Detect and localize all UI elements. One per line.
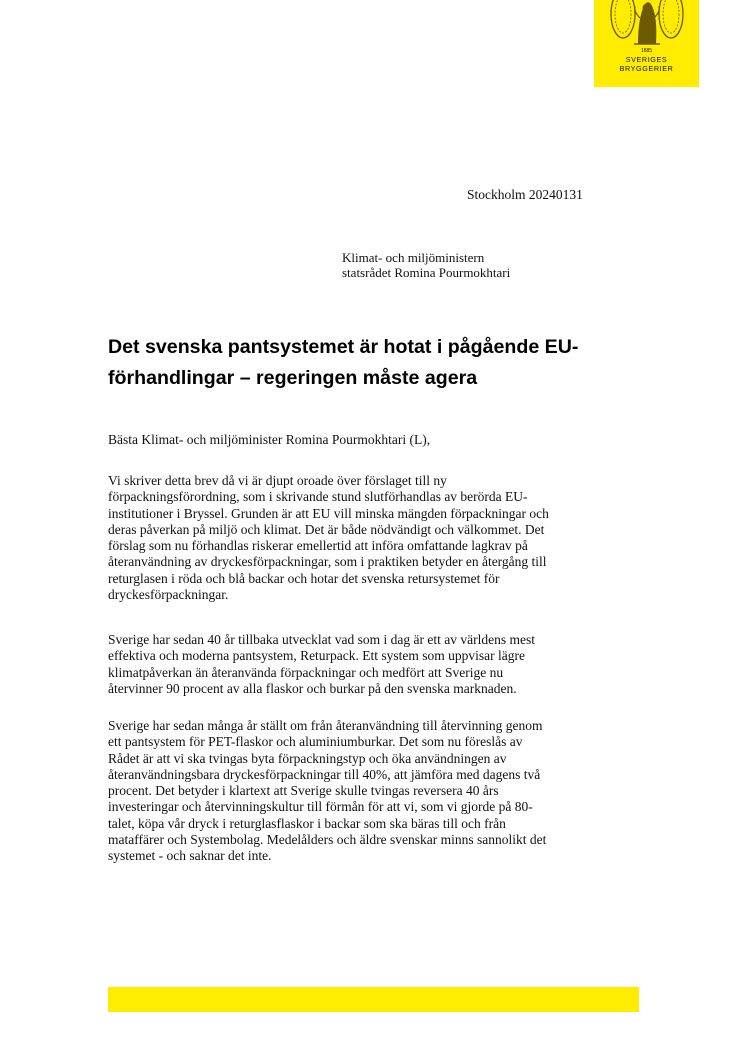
body-paragraph-1 <box>108 473 648 603</box>
paragraph-line: Rådet är att vi ska tvingas byta förpackningstyp och öka användningen av <box>108 750 507 766</box>
paragraph-line: effektiva och moderna pantsystem, Returpack. Ett system som uppvisar lägre <box>108 648 526 664</box>
paragraph-line: Sverige har sedan många år ställt om från återanvändning till återvinning genom <box>108 718 543 733</box>
paragraph-line: förpackningsförordning, som i skrivande stund slutförhandlas av berörda EU- <box>108 489 528 505</box>
recipient-block <box>342 250 510 280</box>
logo-name-line2: BRYGGERIER <box>619 64 674 73</box>
paragraph-line: ett pantsystem för PET-flaskor och aluminiumburkar. Det som nu föreslås av <box>108 734 523 750</box>
salutation: Bästa Klimat- och miljöminister Romina Pourmokhtari (L), <box>108 432 431 447</box>
paragraph-line: returglasen i röda och blå backar och hotar det svenska retursystemet för <box>108 570 500 586</box>
logo-year: 1885 <box>640 48 653 54</box>
paragraph-line: Vi skriver detta brev då vi är djupt oroade över förslaget till ny <box>108 473 447 488</box>
paragraph-line: återvinner 90 procent av alla flaskor och burkar på den svenska marknaden. <box>108 680 517 696</box>
sveriges-bryggerier-logo <box>594 0 699 87</box>
paragraph-line: klimatpåverkan än återanvända förpackningar och medfört att Sverige nu <box>108 664 504 680</box>
heading-line: förhandlingar – regeringen måste agera <box>108 367 478 389</box>
paragraph-line: dryckesförpackningar. <box>108 587 229 603</box>
recipient-line: statsrådet Romina Pourmokhtari <box>342 265 511 280</box>
body-paragraph-3 <box>108 718 648 865</box>
logo-name-line1: SVERIGES <box>625 55 668 64</box>
letter-heading <box>108 332 668 394</box>
coat-of-arms-icon <box>594 0 699 50</box>
letter-date: Stockholm 20240131 <box>467 187 583 202</box>
paragraph-line: procent. Det betyder i klartext att Sverige skulle tvingas reversera 40 års <box>108 783 499 799</box>
paragraph-line: institutioner i Bryssel. Grunden är att EU vill minska mängden förpackningar och <box>108 505 549 521</box>
paragraph-line: systemet - och saknar det inte. <box>108 848 272 864</box>
paragraph-line: återanvändningsbara dryckesförpackningar till 40%, att jämföra med dagens två <box>108 766 541 782</box>
paragraph-line: Sverige har sedan 40 år tillbaka utvecklat vad som i dag är ett av världens mest <box>108 632 535 647</box>
body-paragraph-2 <box>108 632 648 697</box>
footer-yellow-bar <box>108 987 639 1012</box>
paragraph-line: mataffärer och Systembolag. Medelålders och äldre svenskar minns sannolikt det <box>108 832 547 848</box>
heading-line: Det svenska pantsystemet är hotat i pågående EU- <box>108 336 579 358</box>
recipient-line: Klimat- och miljöministern <box>342 250 485 265</box>
paragraph-line: återanvändning av dryckesförpackningar, som i praktiken betyder en återgång till <box>108 554 547 570</box>
paragraph-line: förslag som nu förhandlas riskerar emellertid att införa omfattande lagkrav på <box>108 538 528 554</box>
paragraph-line: talet, köpa vår dryck i returglasflaskor i backar som ska bäras till och från <box>108 815 506 831</box>
paragraph-line: investeringar och återvinningskultur till förmån för att vi, som vi gjorde på 80- <box>108 799 533 815</box>
paragraph-line: deras påverkan på miljö och klimat. Det är både nödvändigt och välkommet. Det <box>108 521 545 537</box>
